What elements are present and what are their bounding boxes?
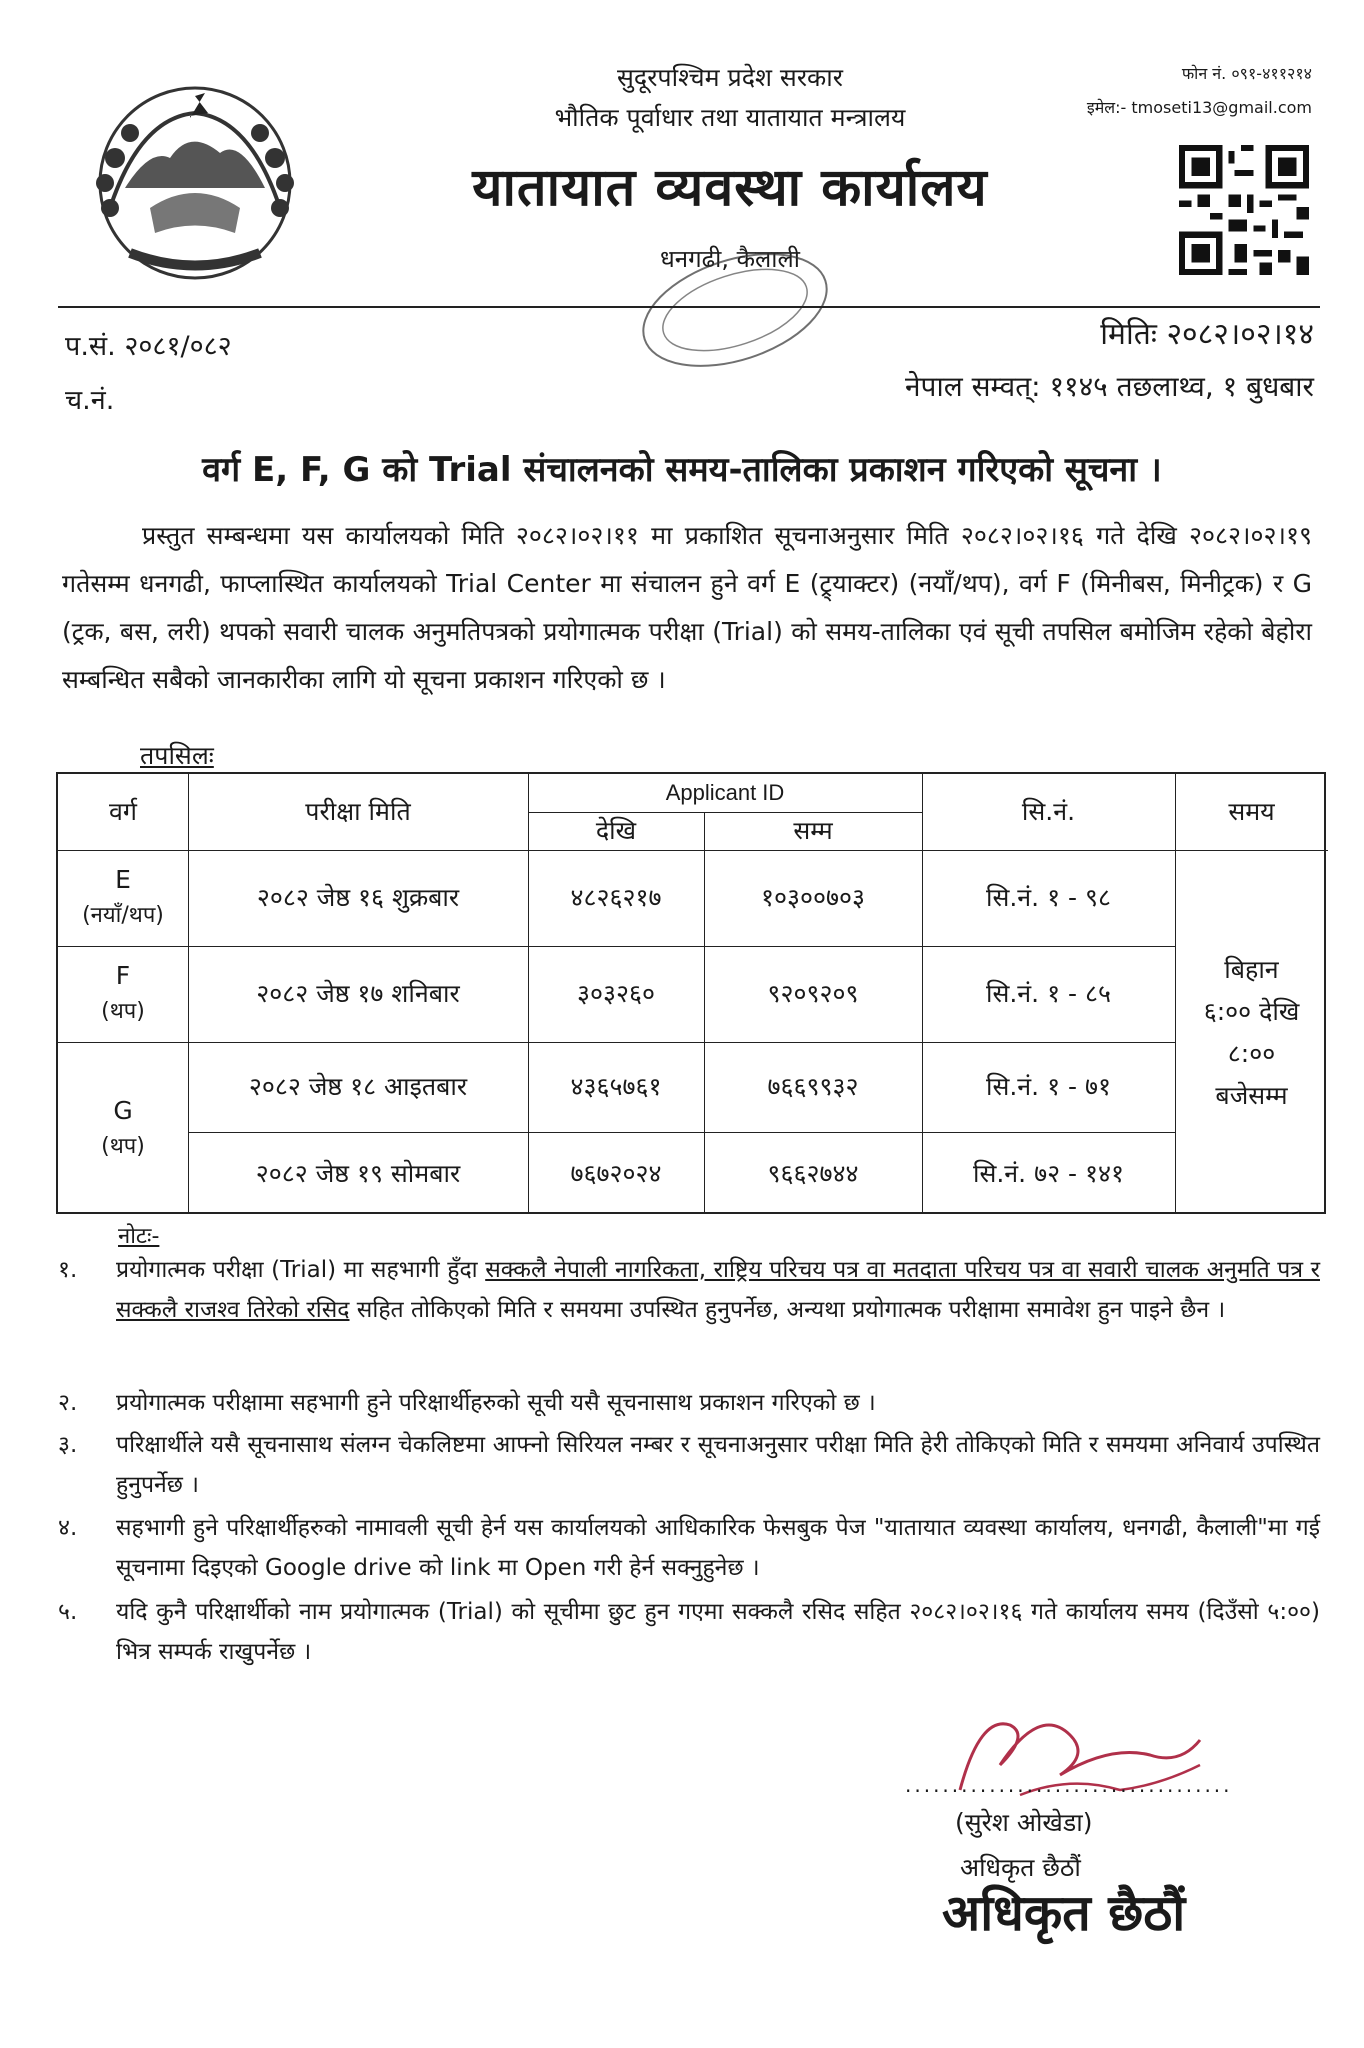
- note-number: १.: [58, 1257, 78, 1283]
- office-name: यातायात व्यवस्था कार्यालय: [472, 158, 988, 218]
- letterhead-divider: [58, 306, 1320, 308]
- email-address: इमेल:- tmoseti13@gmail.com: [1086, 98, 1312, 117]
- notice-subject: वर्ग E, F, G को Trial संचालनको समय-तालिका प्रकाशन गरिएको सूचना ।: [202, 450, 1162, 490]
- note-text: परिक्षार्थीले यसै सूचनासाथ संलग्न चेकलिष्टमा आफ्नो सिरियल नम्बर र सूचनाअनुसार परीक्षा मिति हेरी तोकिएको मिति र समयमा अनिवार्य उपस्थित हुनुपर्नेछ ।: [116, 1432, 1320, 1498]
- note-text: यदि कुनै परिक्षार्थीको नाम प्रयोगात्मक (Trial) को सूचीमा छुट हुन गएमा सक्कलै रसिद सहित २०८२।०२।१६ गते कार्यालय समय (दिउँसो ५:००) भित्र सम्पर्क राखुपर्नेछ ।: [116, 1599, 1320, 1665]
- phone-number: फोन नं. ०९१-४११२१४: [1181, 64, 1312, 83]
- row-id-to: १०३००७०३: [760, 883, 865, 912]
- signatory-title: अधिकृत छैठौं: [960, 1853, 1081, 1882]
- office-location: धनगढी, कैलाली: [660, 245, 800, 273]
- row-id-from: ३०३२६०: [576, 979, 655, 1008]
- note-text: प्रयोगात्मक परीक्षा (Trial) मा सहभागी हुँदा: [116, 1257, 486, 1283]
- category-f-code: F: [115, 961, 131, 990]
- header-applicant-id: Applicant ID: [665, 780, 785, 805]
- category-e-code: E: [115, 865, 131, 894]
- row-serial: सि.नं. ७२ - १४१: [972, 1159, 1124, 1188]
- header-to: सम्म: [793, 816, 833, 845]
- note-item: [50, 1592, 1320, 1672]
- header-time: समय: [1228, 797, 1275, 826]
- qr-code-icon: [1179, 145, 1309, 275]
- note-number: ५.: [58, 1599, 78, 1625]
- time-slot: [1175, 850, 1328, 1216]
- note-required-docs: सक्कलै नेपाली नागरिकता, राष्ट्रिय परिचय पत्र वा मतदाता परिचय पत्र वा सवारी चालक अनुमति पत्र र सक्कलै राजश्व तिरेको रसिद: [116, 1257, 1320, 1323]
- category-g: [58, 1042, 188, 1216]
- row-id-from: ७६७२०२४: [570, 1159, 662, 1188]
- note-number: ३.: [58, 1432, 78, 1458]
- government-name: सुदूरपश्चिम प्रदेश सरकार: [617, 63, 843, 92]
- note-item: [50, 1250, 1320, 1330]
- row-id-to: ९२०९२०९: [767, 979, 859, 1008]
- note-item: [50, 1383, 1320, 1423]
- row-serial: सि.नं. १ - ८५: [985, 979, 1111, 1008]
- header-from: देखि: [595, 816, 637, 845]
- row-id-from: ४८२६२१७: [570, 883, 662, 912]
- row-id-to: ७६६९९३२: [767, 1072, 859, 1101]
- signature: [920, 1695, 1220, 1815]
- time-line: ८:००: [1227, 1039, 1276, 1068]
- details-heading: तपसिलः: [140, 741, 214, 770]
- row-exam-date: २०८२ जेष्ठ १९ सोमबार: [255, 1159, 461, 1188]
- nepal-sambat-date: नेपाल सम्वत्: ११४५ तछलाथ्व, १ बुधबार: [905, 370, 1314, 403]
- signature-line: ...................................: [905, 1773, 1233, 1797]
- note-number: २.: [58, 1390, 78, 1416]
- row-id-to: ९६६२७४४: [767, 1159, 859, 1188]
- header-exam-date: परीक्षा मिति: [305, 797, 411, 826]
- notice-date: मितिः २०८२।०२।१४: [1100, 317, 1314, 352]
- row-serial: सि.नं. १ - ७१: [985, 1072, 1111, 1101]
- header-serial: सि.नं.: [1021, 797, 1076, 826]
- header-category: वर्ग: [109, 797, 137, 826]
- row-serial: सि.नं. १ - ९८: [985, 883, 1111, 912]
- category-f: [58, 946, 188, 1042]
- dispatch-number: च.नं.: [65, 385, 115, 416]
- row-id-from: ४३६५७६१: [570, 1072, 662, 1101]
- reference-number: प.सं. २०८१/०८२: [65, 331, 232, 362]
- row-exam-date: २०८२ जेष्ठ १६ शुक्रबार: [256, 883, 460, 912]
- nepal-emblem-logo: [70, 58, 320, 298]
- category-e: [58, 850, 188, 946]
- note-text: प्रयोगात्मक परीक्षामा सहभागी हुने परिक्षार्थीहरुको सूची यसै सूचनासाथ प्रकाशन गरिएको छ ।: [116, 1390, 876, 1416]
- office-stamp: [610, 240, 860, 400]
- ministry-name: भौतिक पूर्वाधार तथा यातायात मन्त्रालय: [554, 103, 906, 132]
- note-item: [50, 1508, 1320, 1588]
- note-number: ४.: [58, 1515, 78, 1541]
- time-line: ६:०० देखि: [1203, 997, 1300, 1026]
- category-g-type: (थप): [101, 1134, 145, 1159]
- trial-schedule-table: [56, 772, 1326, 1214]
- category-e-type: (नयाँ/थप): [82, 903, 164, 928]
- designation-stamp: अधिकृत छैठौं: [942, 1884, 1186, 1942]
- note-text: सहभागी हुने परिक्षार्थीहरुको नामावली सूची हेर्न यस कार्यालयको आधिकारिक फेसबुक पेज "यातायात व्यवस्था कार्यालय, धनगढी, कैलाली"मा गई सूचनामा दिइएको Google drive को link मा Open गरी हेर्न सक्नुहुनेछ ।: [116, 1515, 1320, 1581]
- category-f-type: (थप): [101, 999, 145, 1024]
- row-exam-date: २०८२ जेष्ठ १७ शनिबार: [256, 979, 460, 1008]
- note-text: सहित तोकिएको मिति र समयमा उपस्थित हुनुपर्नेछ, अन्यथा प्रयोगात्मक परीक्षामा समावेश हुन पाइने छैन ।: [349, 1297, 1226, 1323]
- note-item: [50, 1425, 1320, 1505]
- signatory-name: (सुरेश ओखेडा): [955, 1808, 1093, 1837]
- time-line: बिहान: [1224, 955, 1279, 984]
- notes-heading: नोटः-: [118, 1224, 160, 1249]
- category-g-code: G: [113, 1096, 133, 1125]
- time-line: बजेसम्म: [1215, 1081, 1288, 1110]
- row-exam-date: २०८२ जेष्ठ १८ आइतबार: [248, 1072, 468, 1101]
- notice-body: प्रस्तुत सम्बन्धमा यस कार्यालयको मिति २०८२।०२।११ मा प्रकाशित सूचनाअनुसार मिति २०८२।०२।१६ गते देखि २०८२।०२।१९ गतेसम्म धनगढी, फाप्लास्थित कार्यालयको Trial Center मा संचालन हुने वर्ग E (ट्र्याक्टर) (नयाँ/थप), वर्ग F (मिनीबस, मिनीट्रक) र G (ट्रक, बस, लरी) थपको सवारी चालक अनुमतिपत्रको प्रयोगात्मक परीक्षा (Trial) को समय-तालिका एवं सूची तपसिल बमोजिम रहेको बेहोरा सम्बन्धित सबैको जानकारीका लागि यो सूचना प्रकाशन गरिएको छ ।: [62, 521, 1312, 694]
